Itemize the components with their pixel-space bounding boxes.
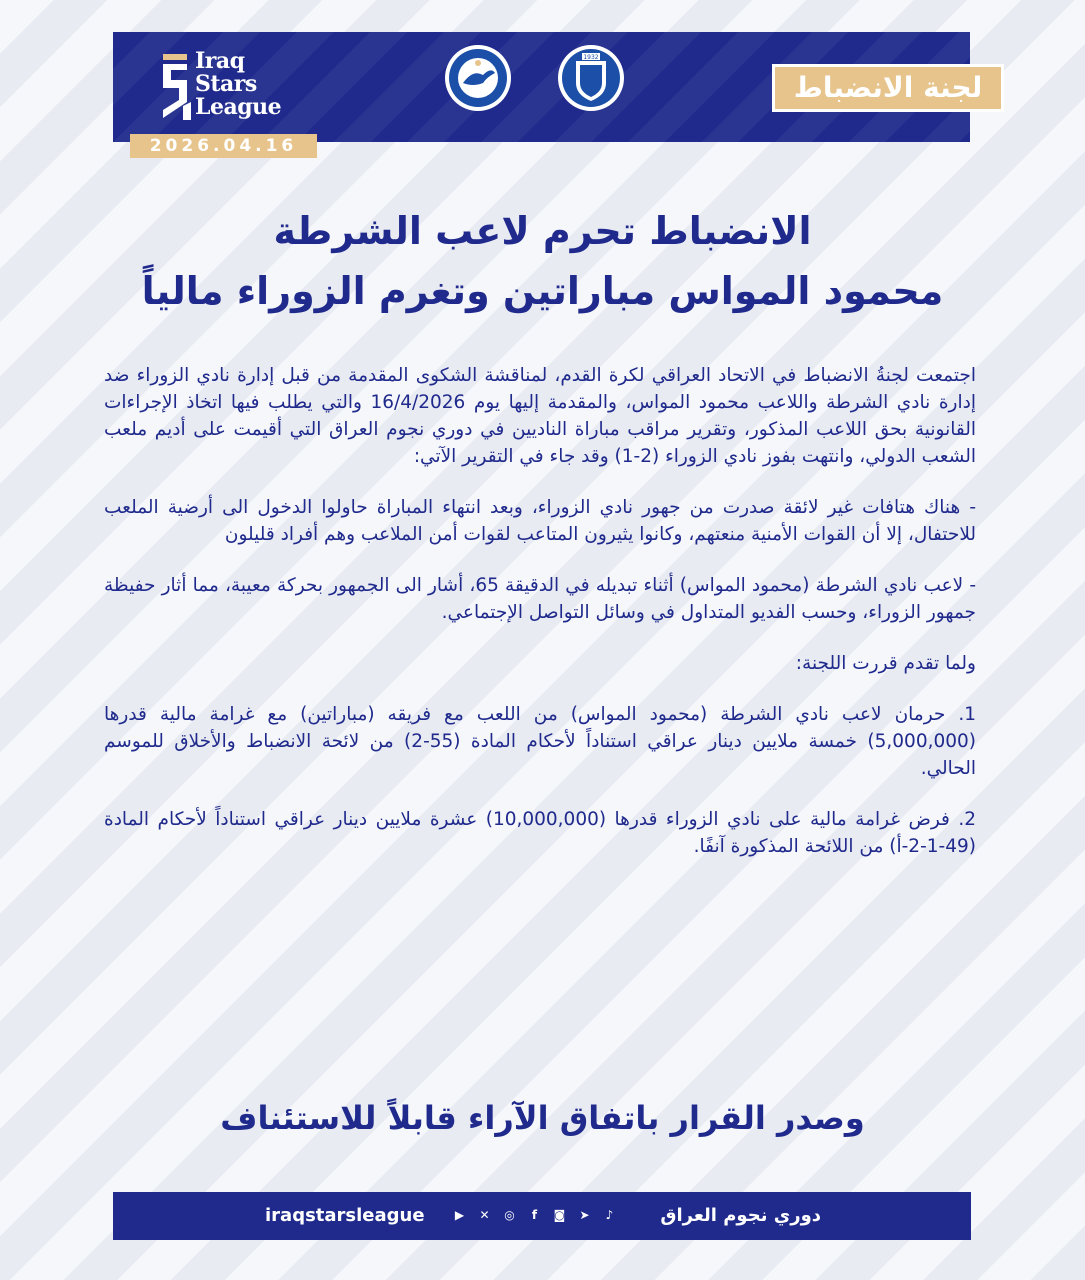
social-handle[interactable]: iraqstarsleague xyxy=(265,1205,425,1226)
statement-body xyxy=(104,362,976,884)
committee-decided-label: ولما تقدم قررت اللجنة: xyxy=(795,653,976,674)
logo-line-iraq: Iraq xyxy=(195,48,245,74)
league-emblem-icon xyxy=(161,50,193,122)
logo-line-stars: Stars xyxy=(195,71,257,97)
report-item-gesture: - لاعب نادي الشرطة (محمود المواس) أثناء تبديله في الدقيقة 65، أشار الى الجمهور بحركة معيبة، مما أثار حفيظة جمهور الزوراء، وحسب الفديو المتداول في وسائل التواصل الإجتماعي. xyxy=(104,575,977,623)
decision-item-2: 2. فرض غرامة مالية على نادي الزوراء قدرها (10,000,000) عشرة ملايين دينار عراقي استناداً لأحكام المادة (49-1-2-أ) من اللائحة المذكورة آنفًا. xyxy=(104,809,976,857)
al-zawraa-club-crest xyxy=(443,43,513,113)
headline-line-1: الانضباط تحرم لاعب الشرطة xyxy=(273,209,812,253)
instagram-icon[interactable]: ◙ xyxy=(553,1208,566,1222)
logo-line-league: League xyxy=(195,94,282,120)
committee-badge: لجنة الانضباط xyxy=(772,64,1004,112)
telegram-icon[interactable]: ➤ xyxy=(579,1208,590,1222)
league-logo-text xyxy=(195,50,281,119)
tiktok-icon[interactable]: ♪ xyxy=(605,1208,614,1222)
al-shorta-club-crest xyxy=(556,43,626,113)
whatsapp-icon[interactable]: ◎ xyxy=(504,1208,515,1222)
x-icon[interactable]: ✕ xyxy=(479,1208,490,1222)
social-icons xyxy=(451,1207,618,1225)
date-label: 2026.04.16 xyxy=(130,134,317,158)
decision-item-1: 1. حرمان لاعب نادي الشرطة (محمود المواس) من اللعب مع فريقه (مباراتين) مع غرامة مالية قدرها (5,000,000) خمسة ملايين دينار عراقي استناداً لأحكام المادة (55-2) من لائحة الانضباط والأخلاق للموسم الحالي. xyxy=(104,704,976,779)
league-name-arabic: دوري نجوم العراق xyxy=(660,1205,821,1226)
facebook-icon[interactable]: f xyxy=(531,1208,538,1222)
club-year: 1932 xyxy=(583,54,599,61)
report-item-chants: - هناك هتافات غير لائقة صدرت من جهور نادي الزوراء، وبعد انتهاء المباراة حاولوا الدخول الى أرضية الملعب للاحتفال، إلا أن القوات الأمنية منعتهم، وكانوا يثيرون المتاعب لقوات أمن الملاعب وهم أفراد قليلون xyxy=(104,497,976,545)
headline-line-2: محمود المواس مباراتين وتغرم الزوراء مالياً xyxy=(141,269,944,313)
footer-bar xyxy=(113,1192,971,1240)
intro-paragraph: اجتمعت لجنةُ الانضباط في الاتحاد العراقي لكرة القدم، لمناقشة الشكوى المقدمة من قبل إدارة نادي الزوراء ضد إدارة نادي الشرطة واللاعب محمود المواس، والمقدمة إليها يوم 16/4/2026 والتي يطلب فيها اتخاذ الإجراءات القانونية بحق اللاعب المذكور، وتقرير مراقب مباراة الناديين في دوري نجوم العراق التي أقيمت على أديم ملعب الشعب الدولي، وانتهت بفوز نادي الزوراء (2-1) وقد جاء في التقرير الآتي: xyxy=(104,365,976,467)
final-decision-text: وصدر القرار باتفاق الآراء قابلاً للاستئناف xyxy=(220,1099,865,1137)
youtube-icon[interactable]: ▶ xyxy=(454,1208,465,1222)
iraq-stars-league-logo xyxy=(161,46,301,128)
